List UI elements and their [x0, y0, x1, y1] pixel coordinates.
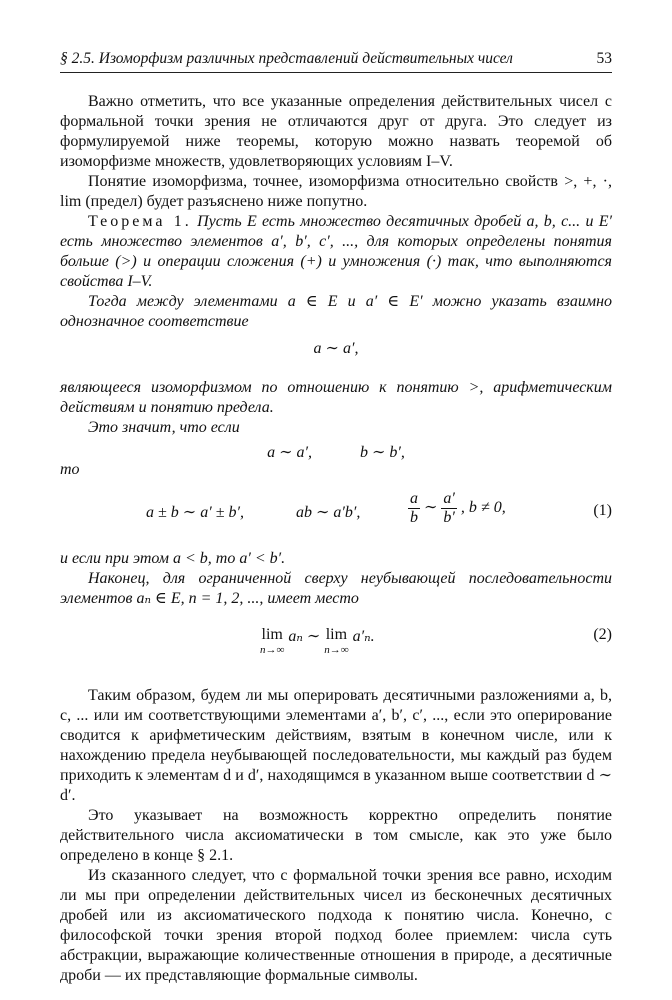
paragraph-6: Это значит, что если [88, 419, 240, 436]
eq1-condition: , b ≠ 0, [460, 499, 506, 517]
eq1-sim: ∼ [424, 499, 438, 517]
paragraph-9: Таким образом, будем ли мы оперировать десятичными разложениями a, b, c, ... или им соответствующими элементами a′, b′, c′, ..., если это оперирование сводится к арифметическим действиям, взятым в конечном числе, или к нахождению предела неубывающей последовательности, мы каждый раз будем приходить к элементам d и d′, находящимся в указанном выше соответствии d ∼ d′. [60, 687, 612, 804]
paragraph-7: и если при этом a < b, то a′ < b′. [60, 550, 286, 567]
lim-right-sub: n→∞ [324, 644, 349, 656]
eq2-right-term: a′ₙ. [352, 628, 375, 645]
eq1-frac-right-den: b′ [443, 509, 455, 526]
theorem-text: Пусть E есть множество десятичных дробей a, b, c... и E′ есть множество элементов a′, b′, c′, ..., для которых определены понятия больше (>) и операции сложения (+) и умножения (·) так, что выполняются свойства I–V. [60, 213, 613, 290]
lim-left-sub: n→∞ [260, 644, 285, 656]
eq1-frac-left-num: a [410, 490, 418, 507]
equation-number-1: (1) [593, 502, 612, 519]
paragraph-11: Из сказанного следует, что с формальной точки зрения все равно, исходим ли мы при определении действительных чисел из бесконечных десятичных дробей или из аксиоматического подхода к понятию числа. Конечно, с философской точки зрения второй подход более приемлем: числа суть абстракции, выражающие количественные отношения в природе, а десятичные дроби — их представляющие формальные символы. [60, 867, 612, 984]
eq2-left-term: aₙ [288, 628, 303, 645]
eq1-fraction-right [441, 490, 457, 527]
paragraph-1: Важно отметить, что все указанные определения действительных чисел с формальной точки зрения не отличаются друг от друга. Это следует из формулируемой ниже теоремы, которую можно назвать теоремой об изоморфизме множеств, удовлетворяющих условиям I–V. [60, 93, 612, 170]
lim-right [324, 626, 348, 656]
equation-1 [60, 490, 612, 534]
eq1-fraction-left [408, 490, 420, 527]
formula-a: a ∼ a′, [267, 444, 312, 461]
paragraph-intro [60, 92, 612, 332]
paragraph-5: являющееся изоморфизмом по отношению к понятию >, арифметическим действиям и понятию предела. [60, 379, 612, 416]
paragraph-conclusion [60, 686, 612, 986]
word-to: то [60, 461, 80, 478]
equation-2 [60, 626, 612, 660]
paragraph-order [60, 549, 612, 609]
theorem-label: Теорема 1. [88, 213, 192, 230]
lim-right-word: lim [325, 626, 348, 643]
paragraph-8: Наконец, для ограниченной сверху неубывающей последовательности элементов aₙ ∈ E, n = 1, 2, ..., имеет место [60, 570, 612, 607]
header-title: § 2.5. Изоморфизм различных представлений действительных чисел [60, 50, 513, 67]
equation-number-2: (2) [593, 626, 612, 643]
eq1-product: ab ∼ a′b′, [296, 504, 361, 521]
paragraph-isomorphism [60, 378, 612, 438]
page-number: 53 [596, 50, 612, 67]
formula-pair [60, 442, 612, 462]
eq2-sim: ∼ [306, 628, 321, 645]
paragraph-10: Это указывает на возможность корректно определить понятие действительного числа аксиоматически в том смысле, как это уже было определено в конце § 2.1. [60, 807, 612, 864]
paragraph-4: Тогда между элементами a ∈ E и a′ ∈ E′ можно указать взаимно однозначное соответствие [60, 293, 612, 330]
formula-b: b ∼ b′, [360, 444, 405, 461]
eq1-frac-left-den: b [410, 509, 418, 526]
formula-correspondence: a ∼ a′, [313, 340, 359, 357]
theorem-statement [60, 212, 612, 292]
running-header [60, 50, 612, 73]
eq1-sum: a ± b ∼ a′ ± b′, [146, 504, 244, 521]
lim-left [260, 626, 284, 656]
paragraph-2: Понятие изоморфизма, точнее, изоморфизма относительно свойств >, +, ·, lim (предел) будет разъяснено ниже попутно. [60, 173, 612, 210]
eq1-quotient [404, 490, 506, 527]
eq1-frac-right-num: a′ [443, 490, 455, 507]
lim-left-word: lim [261, 626, 283, 643]
eq2-expression [260, 626, 375, 656]
